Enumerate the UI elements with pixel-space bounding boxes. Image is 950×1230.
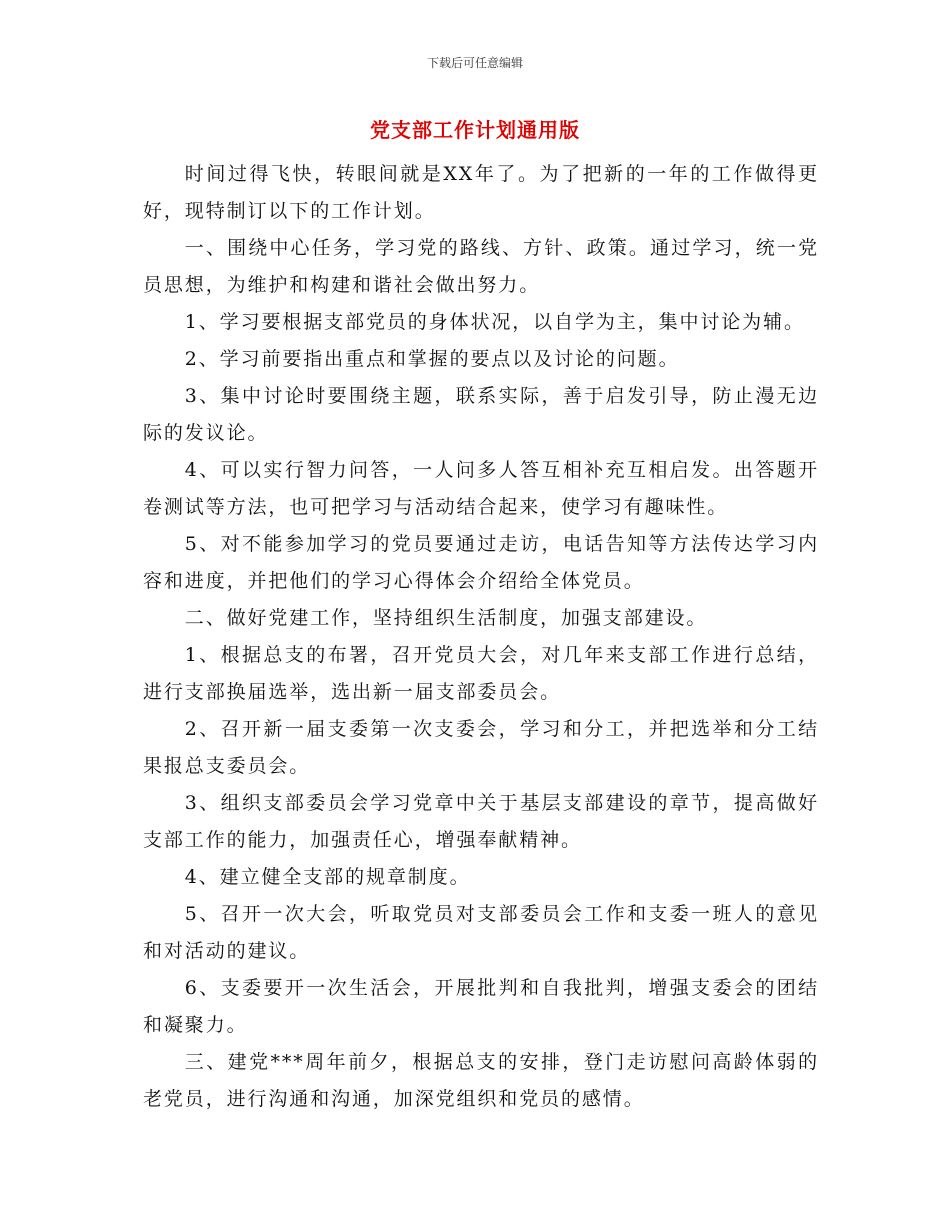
list-item: 4、可以实行智力问答，一人问多人答互相补充互相启发。出答题开卷测试等方法，也可把学习与活动结合起来，使学习有趣味性。: [143, 459, 819, 518]
download-note: 下载后可任意编辑: [426, 56, 523, 70]
list-item: 1、根据总支的布署，召开党员大会，对几年来支部工作进行总结，进行支部换届选举，选出新一届支部委员会。: [143, 644, 819, 703]
list-item: 4、建立健全支部的规章制度。: [184, 866, 471, 888]
list-item: 2、学习前要指出重点和掌握的要点以及讨论的问题。: [184, 348, 680, 370]
document-title: 党支部工作计划通用版: [370, 118, 580, 142]
list-item: 3、集中讨论时要围绕主题，联系实际，善于启发引导，防止漫无边际的发议论。: [143, 385, 819, 444]
list-item: 3、组织支部委员会学习党章中关于基层支部建设的章节，提高做好支部工作的能力，加强责任心，增强奉献精神。: [143, 792, 819, 851]
section-heading-2: 二、做好党建工作，坚持组织生活制度，加强支部建设。: [184, 607, 708, 629]
list-item: 5、召开一次大会，听取党员对支部委员会工作和支委一班人的意见和对活动的建议。: [143, 903, 819, 962]
paragraph-intro: 时间过得飞快，转眼间就是XX年了。为了把新的一年的工作做得更好，现特制订以下的工作计划。: [143, 163, 819, 222]
section-heading-1: 一、围绕中心任务，学习党的路线、方针、政策。通过学习，统一党员思想，为维护和构建和谐社会做出努力。: [143, 237, 819, 296]
list-item: 6、支委要开一次生活会，开展批判和自我批判，增强支委会的团结和凝聚力。: [143, 977, 819, 1036]
list-item: 1、学习要根据支部党员的身体状况，以自学为主，集中讨论为辅。: [184, 311, 805, 333]
list-item: 2、召开新一届支委第一次支委会，学习和分工，并把选举和分工结果报总支委员会。: [143, 718, 819, 777]
document-body: [143, 156, 819, 1118]
section-heading-3: 三、建党***周年前夕，根据总支的安排，登门走访慰问高龄体弱的老党员，进行沟通和沟通，加深党组织和党员的感情。: [143, 1051, 819, 1110]
list-item: 5、对不能参加学习的党员要通过走访，电话告知等方法传达学习内容和进度，并把他们的学习心得体会介绍给全体党员。: [143, 533, 819, 592]
